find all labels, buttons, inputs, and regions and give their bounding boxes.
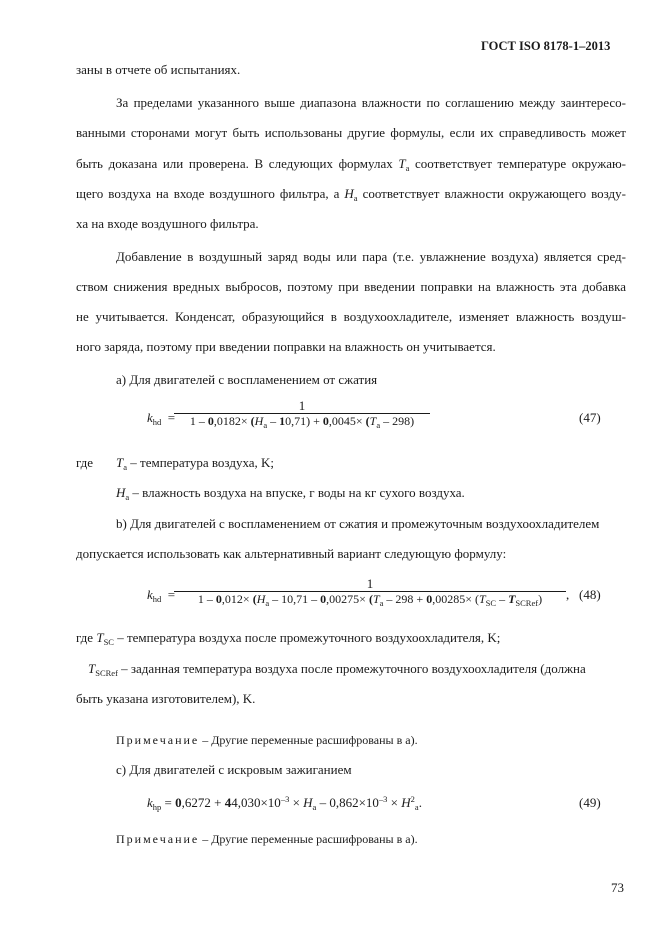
eq48-comma: , — [566, 587, 570, 602]
paragraph-line: ного заряда, поэтому при введении поправки на влажность он учитывается. — [76, 339, 496, 354]
eq47-numerator: 1 — [298, 398, 306, 413]
eq48-number: (48) — [579, 587, 601, 602]
page-number: 73 — [611, 880, 624, 895]
eq49-number: (49) — [579, 795, 601, 810]
eq48-numerator: 1 — [366, 576, 374, 591]
paragraph-line: ством снижения вредных выбросов, поэтому при введении поправки на влажность эта добавка — [76, 279, 626, 294]
paragraph-line: щего воздуха на входе воздушного фильтра, а $H_a$ соответствует влажности окружающего возду- — [76, 186, 626, 203]
definition-Ta: $T_a$ – температура воздуха, K; — [116, 455, 275, 472]
paragraph-line: ванными сторонами могут быть использованы другие формулы, если их справедливость может — [76, 125, 626, 140]
paragraph-line: ха на входе воздушного фильтра. — [76, 216, 259, 231]
eq47-lhs: $k_{hd}$ = — [147, 410, 176, 427]
definition-TscRef-continuation: быть указана изготовителем), K. — [76, 691, 256, 706]
paragraph-line: За пределами указанного выше диапазона влажности по соглашению между заинтересо- — [116, 95, 626, 110]
paragraph-line: не учитывается. Конденсат, образующийся в воздухоохладителе, изменяет влажность воздуш- — [76, 309, 626, 324]
note-2: Примечание – Другие переменные расшифрованы в а). — [116, 832, 418, 846]
definition-Ha: $H_a$ – влажность воздуха на впуске, г воды на кг сухого воздуха. — [116, 485, 465, 502]
eq48-fraction — [174, 577, 566, 606]
list-item-a: a) Для двигателей с воспламенением от сжатия — [116, 372, 378, 387]
list-item-b: b) Для двигателей с воспламенением от сжатия и промежуточным воздухоохладителем — [116, 516, 600, 531]
eq48-denominator: $1 - 0,012\times (H_a - 10,71 - 0,00275\times (T_a - 298 + 0,00285\times (T_{SC} - T_{SCRef})$ — [197, 592, 543, 608]
eq49-expression: $k_{hp} = 0,6272 + 44,030\times 10^{-3} \times H_a - 0,862\times 10^{-3} \times H^2_a$. — [147, 794, 422, 812]
paragraph-line: быть доказана или проверена. В следующих формулах $T_a$ соответствует температуре окружаю- — [76, 156, 627, 173]
definition-TscRef: $T_{SCRef}$ – заданная температура воздуха после промежуточного воздухоохладителя (должна — [88, 661, 586, 678]
paragraph-line: Добавление в воздушный заряд воды или пара (т.е. увлажнение воздуха) является сред- — [116, 249, 626, 264]
paragraph-continuation: заны в отчете об испытаниях. — [76, 62, 241, 77]
eq48-lhs: $k_{hd}$ = — [147, 587, 176, 604]
eq47-number: (47) — [579, 410, 601, 425]
where-label: где — [76, 455, 94, 470]
eq47-denominator: $1 - 0,0182\times (H_a - 10,71) + 0,0045\times (T_a - 298)$ — [189, 414, 415, 430]
list-item-b-continuation: допускается использовать как альтернативный вариант следующую формулу: — [76, 546, 507, 561]
list-item-c: c) Для двигателей с искровым зажиганием — [116, 762, 352, 777]
standard-header: ГОСТ ISO 8178-1–2013 — [481, 39, 611, 53]
note-1: Примечание – Другие переменные расшифрованы в а). — [116, 733, 418, 747]
eq47-fraction — [174, 399, 430, 428]
definition-Tsc: где $T_{SC}$ – температура воздуха после промежуточного воздухоохладителя, K; — [76, 630, 501, 647]
